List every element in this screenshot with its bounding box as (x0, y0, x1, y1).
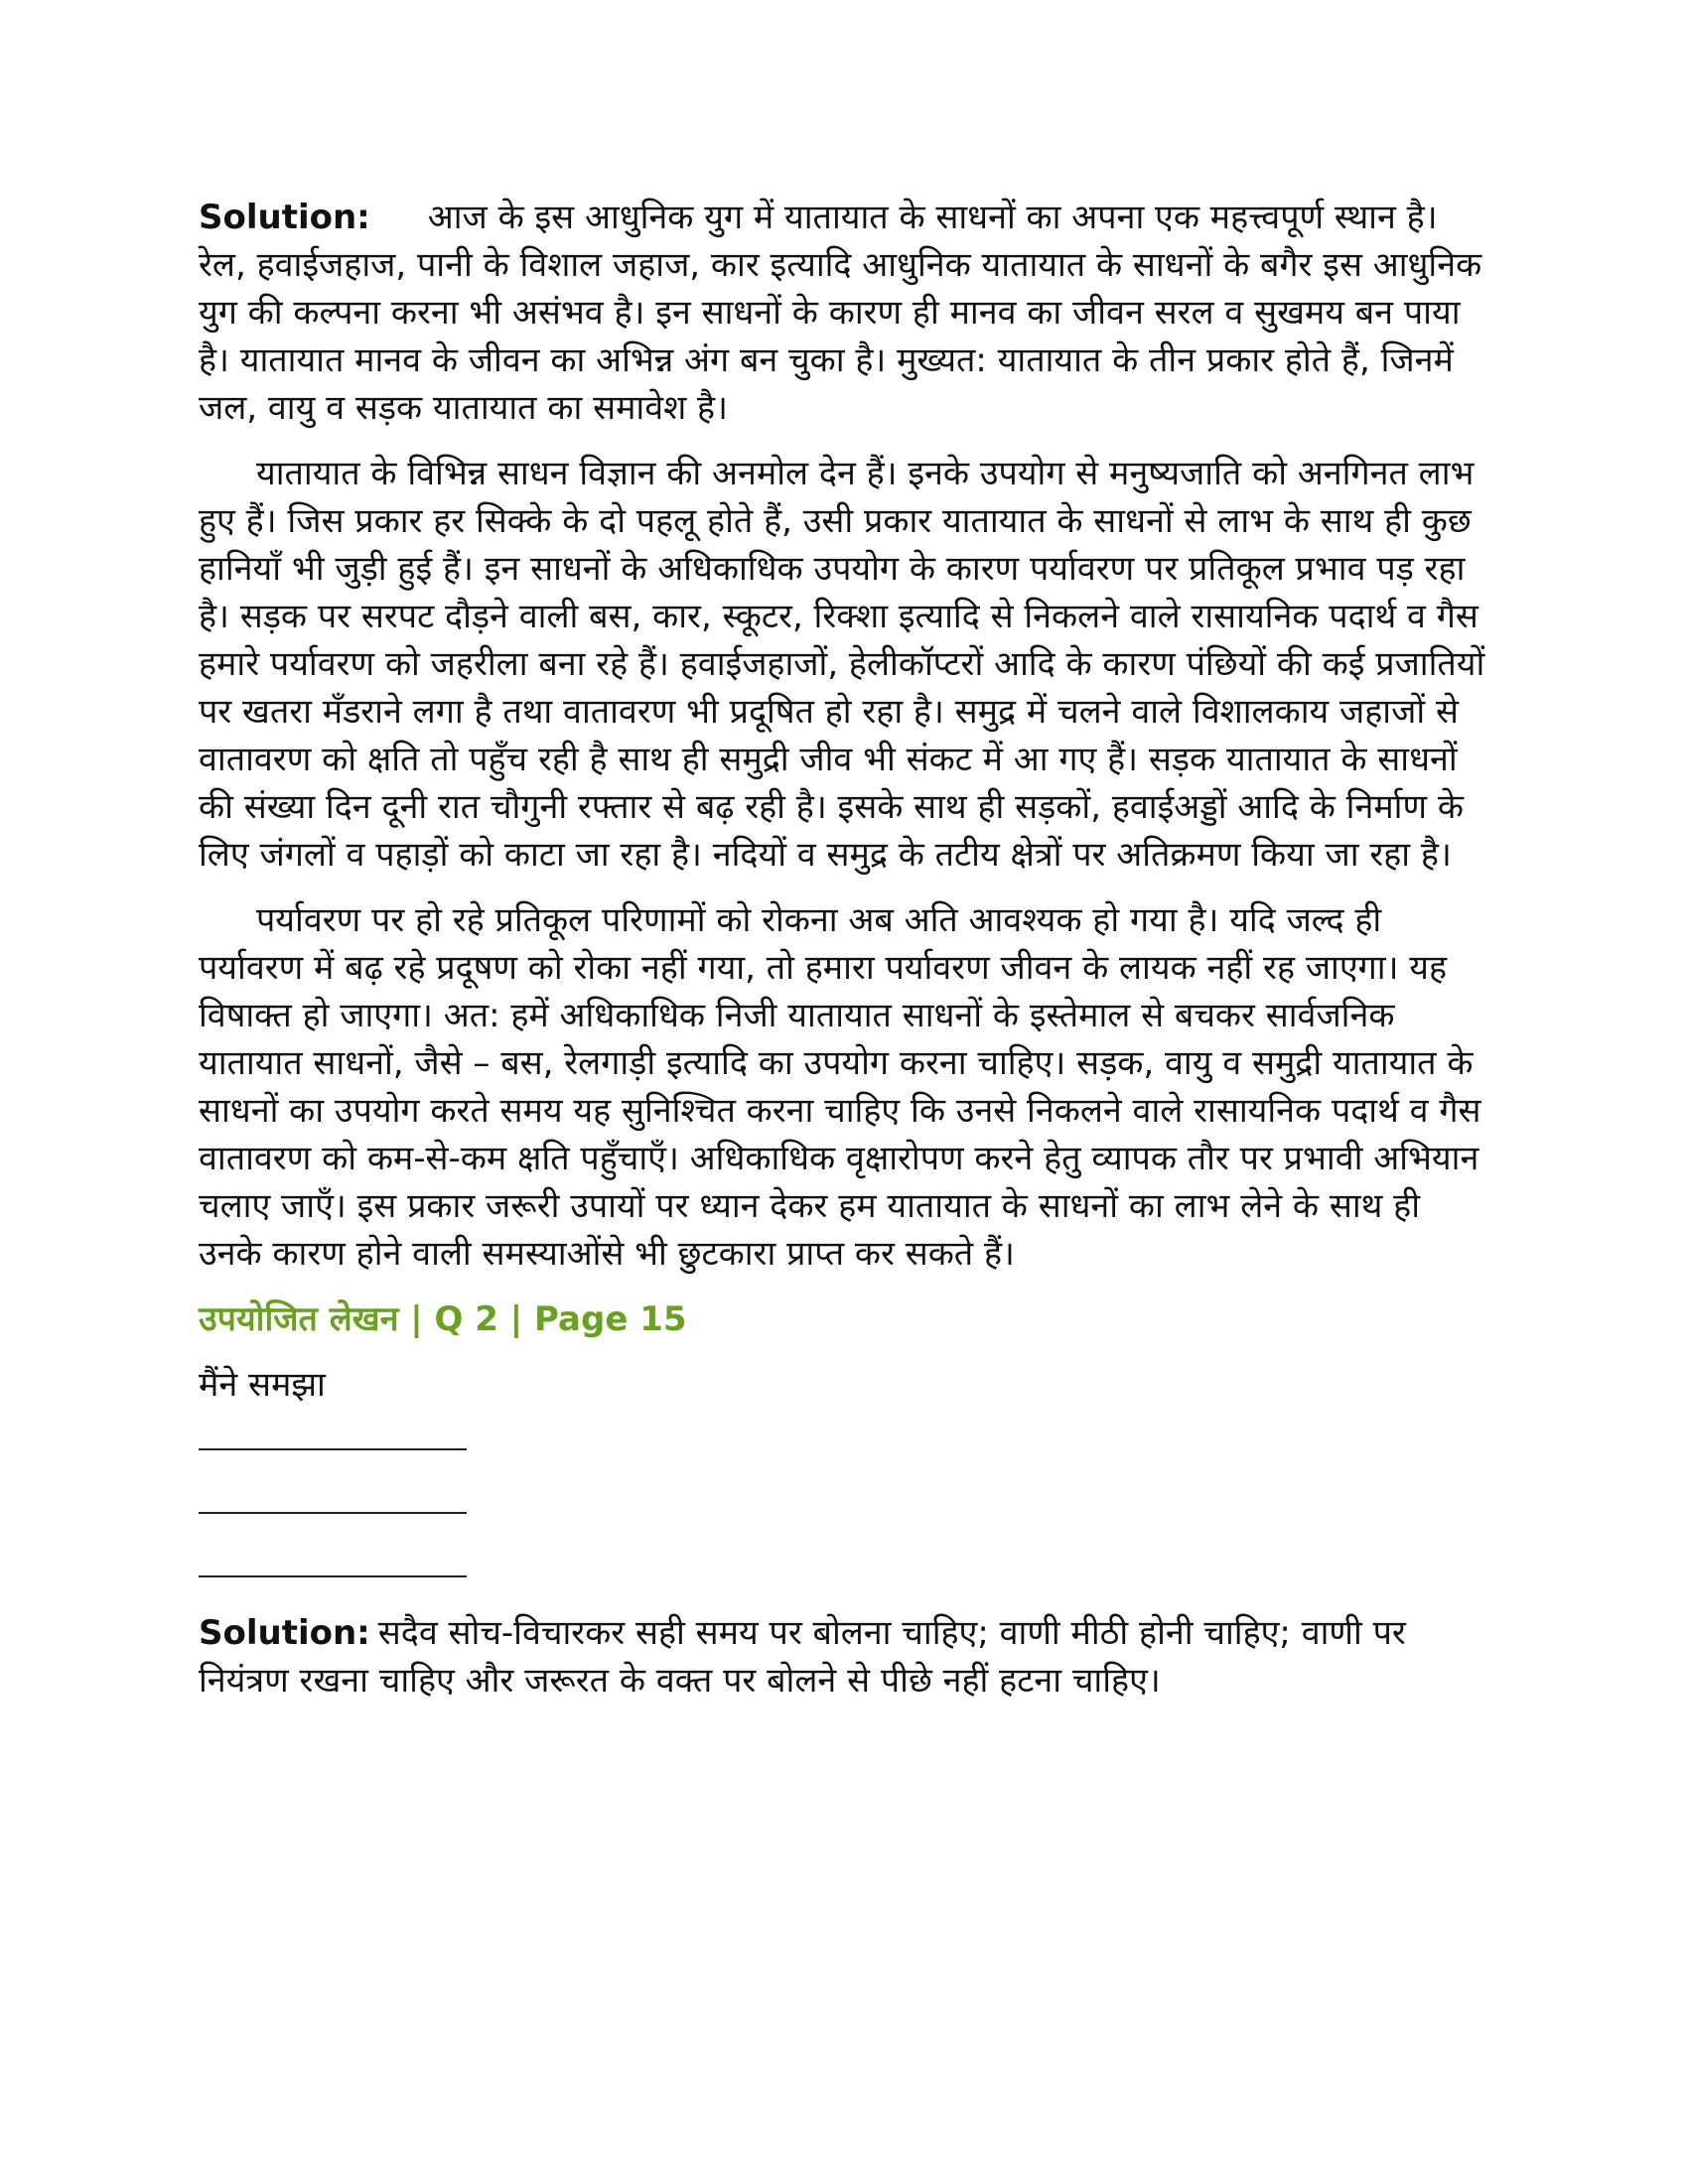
solution-1-text-1: आज के इस आधुनिक युग में यातायात के साधनों का अपना एक महत्त्वपूर्ण स्थान है। रेल, हवाईजहाज, पानी के विशाल जहाज, कार इत्यादि आधुनिक यातायात के साधनों के बगैर इस आधुनिक युग की कल्पना करना भी असंभव है। इन साधनों के कारण ही मानव का जीवन सरल व सुखमय बन पाया है। यातायात मानव के जीवन का अभिन्न अंग बन चुका है। मुख्यत: यातायात के तीन प्रकार होते हैं, जिनमें जल, वायु व सड़क यातायात का समावेश है। (199, 198, 1482, 428)
solution-2-paragraph (199, 1609, 1489, 1705)
answer-blank-line-3 (199, 1575, 467, 1577)
answer-blank-line-2 (199, 1512, 467, 1514)
solution-1-paragraph-2: यातायात के विभिन्न साधन विज्ञान की अनमोल देन हैं। इनके उपयोग से मनुष्यजाति को अनगिनत लाभ हुए हैं। जिस प्रकार हर सिक्के के दो पहलू होते हैं, उसी प्रकार यातायात के साधनों से लाभ के साथ ही कुछ हानियाँ भी जुड़ी हुई हैं। इन साधनों के अधिकाधिक उपयोग के कारण पर्यावरण पर प्रतिकूल प्रभाव पड़ रहा है। सड़क पर सरपट दौड़ने वाली बस, कार, स्कूटर, रिक्शा इत्यादि से निकलने वाले रासायनिक पदार्थ व गैस हमारे पर्यावरण को जहरीला बना रहे हैं। हवाईजहाजों, हेलीकॉप्टरों आदि के कारण पंछियों की कई प्रजातियों पर खतरा मँडराने लगा है तथा वातावरण भी प्रदूषित हो रहा है। समुद्र में चलने वाले विशालकाय जहाजों से वातावरण को क्षति तो पहुँच रही है साथ ही समुद्री जीव भी संकट में आ गए हैं। सड़क यातायात के साधनों की संख्या दिन दूनी रात चौगुनी रफ्तार से बढ़ रही है। इसके साथ ही सड़कों, हवाईअड्डों आदि के निर्माण के लिए जंगलों व पहाड़ों को काटा जा रहा है। नदियों व समुद्र के तटीय क्षेत्रों पर अतिक्रमण किया जा रहा है। (199, 454, 1485, 875)
solution-2-text: सदैव सोच-विचारकर सही समय पर बोलना चाहिए; वाणी मीठी होनी चाहिए; वाणी पर नियंत्रण रखना चाहिए और जरूरत के वक्त पर बोलने से पीछे नहीं हटना चाहिए। (199, 1613, 1406, 1701)
answer-blank-line-1 (199, 1448, 467, 1450)
solution-label: Solution: (199, 1613, 370, 1653)
question-prompt: मैंने समझा (199, 1365, 326, 1405)
solution-1-paragraph-3: पर्यावरण पर हो रहे प्रतिकूल परिणामों को रोकना अब अति आवश्यक हो गया है। यदि जल्द ही पर्यावरण में बढ़ रहे प्रदूषण को रोका नहीं गया, तो हमारा पर्यावरण जीवन के लायक नहीं रह जाएगा। यह विषाक्त हो जाएगा। अत: हमें अधिकाधिक निजी यातायात साधनों के इस्तेमाल से बचकर सार्वजनिक यातायात साधनों, जैसे – बस, रेलगाड़ी इत्यादि का उपयोग करना चाहिए। सड़क, वायु व समुद्री यातायात के साधनों का उपयोग करते समय यह सुनिश्चित करना चाहिए कि उनसे निकलने वाले रासायनिक पदार्थ व गैस वातावरण को कम-से-कम क्षति पहुँचाएँ। अधिकाधिक वृक्षारोपण करने हेतु व्यापक तौर पर प्रभावी अभियान चलाए जाएँ। इस प्रकार जरूरी उपायों पर ध्यान देकर हम यातायात के साधनों का लाभ लेने के साथ ही उनके कारण होने वाली समस्याओंसे भी छुटकारा प्राप्त कर सकते हैं। (199, 900, 1481, 1274)
document-page (199, 194, 1489, 1722)
question-heading: उपयोजित लेखन | Q 2 | Page 15 (199, 1299, 687, 1339)
solution-label: Solution: (199, 198, 370, 237)
solution-1-paragraph-1 (199, 194, 1489, 432)
